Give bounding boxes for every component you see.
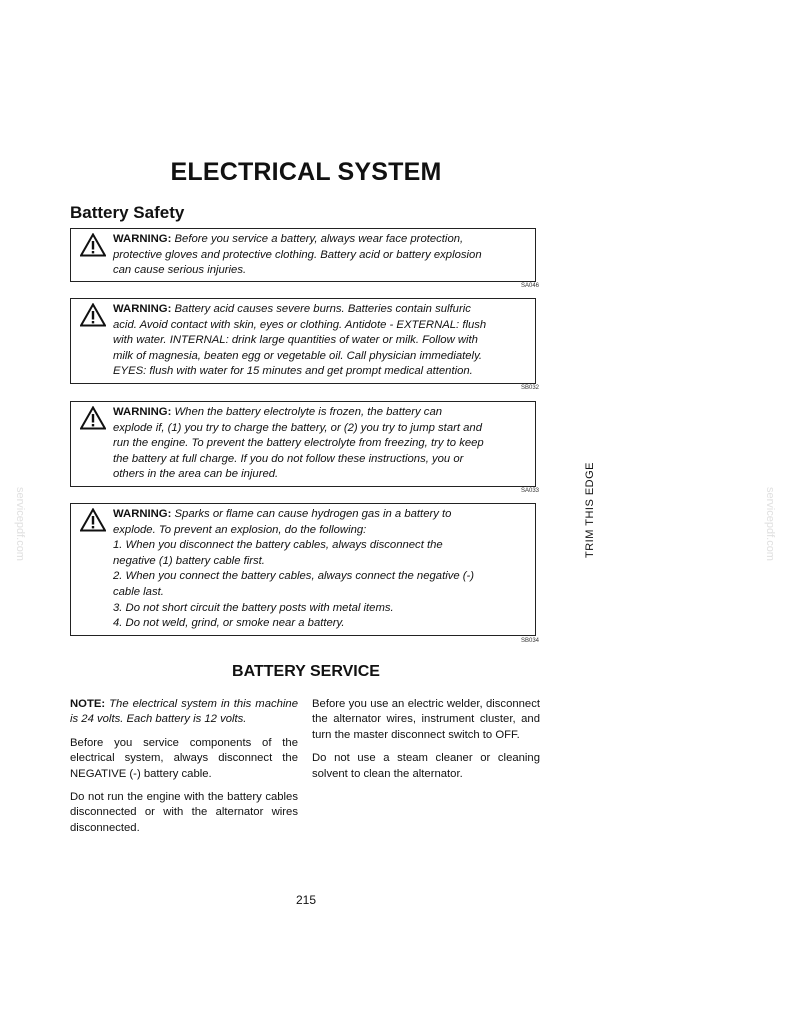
warning-code: SA046 [520, 283, 539, 289]
watermark-right: servicepdf.com [764, 487, 776, 561]
page-title: ELECTRICAL SYSTEM [170, 158, 442, 186]
warning-text: When the battery electrolyte is frozen, the battery can [174, 406, 443, 418]
warning-text: 1. When you disconnect the battery cables, always disconnect the [113, 539, 443, 552]
section-title: Battery Safety [70, 203, 185, 222]
warning-label: WARNING: [113, 303, 172, 315]
warning-text: 3. Do not short circuit the battery posts with metal items. [113, 601, 394, 614]
warning-text: milk of magnesia, beaten egg or vegetable oil. Call physician immediately. [113, 349, 483, 362]
note-paragraph [70, 697, 298, 728]
warning-code: SB034 [520, 638, 539, 644]
warning-text: explode. To prevent an explosion, do the following: [113, 523, 367, 536]
warning-label: WARNING: [113, 233, 172, 245]
note-text: The electrical system in this machine is 24 volts. Each battery is 12 volts. [70, 698, 298, 726]
warning-box-frozen-electrolyte [70, 401, 536, 487]
warning-text: Before you service a battery, always wear face protection, [174, 233, 464, 245]
warning-triangle-icon [80, 406, 106, 430]
page-number: 215 [295, 893, 317, 907]
warning-box-acid-burns [70, 298, 536, 384]
watermark-left: servicepdf.com [14, 487, 26, 561]
warning-box-face-protection [70, 228, 536, 282]
warning-text: 4. Do not weld, grind, or smoke near a battery. [113, 617, 345, 630]
warning-text: Battery acid causes severe burns. Batteries contain sulfuric [174, 303, 471, 315]
warning-text: others in the area can be injured. [113, 468, 279, 481]
warning-text: protective gloves and protective clothing. Battery acid or battery explosion [113, 248, 482, 261]
left-column [70, 697, 298, 844]
sub-title: BATTERY SERVICE [232, 663, 380, 680]
warning-text: EYES: flush with water for 15 minutes and get prompt medical attention. [113, 365, 473, 378]
note-label: NOTE: [70, 698, 106, 710]
warning-text: acid. Avoid contact with skin, eyes or clothing. Antidote - EXTERNAL: flush [113, 318, 487, 331]
warning-text: the battery at full charge. If you do not follow these instructions, you or [113, 452, 464, 465]
trim-edge-label: TRIM THIS EDGE [584, 461, 596, 559]
body-paragraph: Before you use an electric welder, disconnect the alternator wires, instrument cluster, and turn the master disconnect switch to OFF. [312, 698, 540, 741]
body-paragraph: Do not run the engine with the battery cables disconnected or with the alternator wires disconnected. [70, 791, 298, 834]
body-paragraph: Before you service components of the electrical system, always disconnect the NEGATIVE (-) battery cable. [70, 736, 298, 780]
warning-triangle-icon [80, 303, 106, 327]
warning-code: SA033 [520, 488, 539, 494]
warning-triangle-icon [80, 508, 106, 532]
warning-label: WARNING: [113, 508, 172, 520]
warning-text: can cause serious injuries. [113, 264, 247, 277]
warning-text: run the engine. To prevent the battery electrolyte from freezing, try to keep [113, 437, 484, 450]
right-column [312, 697, 540, 790]
body-paragraph: Do not use a steam cleaner or cleaning solvent to clean the alternator. [312, 752, 540, 780]
warning-text: explode if, (1) you try to charge the battery, or (2) you try to jump start and [113, 421, 482, 434]
warning-text: Sparks or flame can cause hydrogen gas in a battery to [174, 508, 452, 520]
warning-code: SB032 [520, 385, 539, 391]
warning-box-hydrogen-gas [70, 503, 536, 636]
warning-triangle-icon [80, 233, 106, 257]
warning-label: WARNING: [113, 406, 172, 418]
warning-text: negative (1) battery cable first. [113, 554, 265, 567]
warning-text: cable last. [113, 585, 164, 598]
warning-text: with water. INTERNAL: drink large quantities of water or milk. Follow with [113, 334, 478, 347]
warning-text: 2. When you connect the battery cables, always connect the negative (-) [113, 570, 475, 583]
